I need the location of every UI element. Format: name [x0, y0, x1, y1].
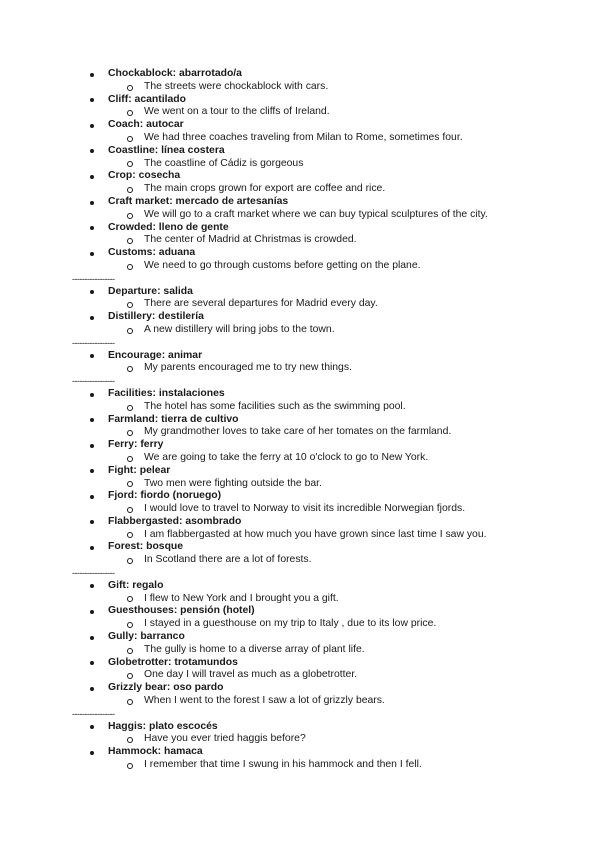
section-separator: -----------------	[72, 376, 115, 387]
example-sentence: In Scotland there are a lot of forests.	[0, 554, 600, 567]
example-sentence: The center of Madrid at Christmas is crowded.	[0, 234, 600, 247]
example-sentence: We went on a tour to the cliffs of Ireland.	[0, 106, 600, 119]
vocab-term: Ferry: ferry	[0, 439, 600, 452]
example-sentence: I would love to travel to Norway to visit its incredible Norwegian fjords.	[0, 503, 600, 516]
example-sentence: I am flabbergasted at how much you have grown since last time I saw you.	[0, 529, 600, 542]
example-sentence: My grandmother loves to take care of her tomates on the farmland.	[0, 426, 600, 439]
vocab-term: Encourage: animar	[0, 350, 600, 363]
section-separator: -----------------	[72, 708, 115, 719]
vocab-term: Flabbergasted: asombrado	[0, 516, 600, 529]
example-sentence: A new distillery will bring jobs to the town.	[0, 324, 600, 337]
vocab-term: Distillery: destilería	[0, 311, 600, 324]
vocab-term: Coastline: línea costera	[0, 145, 600, 158]
example-sentence: When I went to the forest I saw a lot of grizzly bears.	[0, 695, 600, 708]
example-sentence: I remember that time I swung in his hammock and then I fell.	[0, 759, 600, 772]
example-sentence: There are several departures for Madrid every day.	[0, 298, 600, 311]
vocab-term: Globetrotter: trotamundos	[0, 657, 600, 670]
vocab-term: Chockablock: abarrotado/a	[0, 68, 600, 81]
vocab-term: Fight: pelear	[0, 465, 600, 478]
vocab-term: Facilities: instalaciones	[0, 388, 600, 401]
example-sentence: The hotel has some facilities such as the swimming pool.	[0, 401, 600, 414]
example-sentence: The streets were chockablock with cars.	[0, 81, 600, 94]
example-sentence: We are going to take the ferry at 10 o'clock to go to New York.	[0, 452, 600, 465]
example-sentence: One day I will travel as much as a globetrotter.	[0, 669, 600, 682]
vocab-term: Fjord: fiordo (noruego)	[0, 490, 600, 503]
vocab-term: Gully: barranco	[0, 631, 600, 644]
vocab-term: Crowded: lleno de gente	[0, 222, 600, 235]
vocab-term: Coach: autocar	[0, 119, 600, 132]
vocab-term: Guesthouses: pensión (hotel)	[0, 605, 600, 618]
vocab-term: Gift: regalo	[0, 580, 600, 593]
example-sentence: Have you ever tried haggis before?	[0, 733, 600, 746]
vocab-term: Forest: bosque	[0, 541, 600, 554]
vocab-term: Cliff: acantilado	[0, 94, 600, 107]
vocab-term: Crop: cosecha	[0, 170, 600, 183]
example-sentence: Two men were fighting outside the bar.	[0, 478, 600, 491]
vocab-term: Grizzly bear: oso pardo	[0, 682, 600, 695]
vocab-term: Haggis: plato escocés	[0, 721, 600, 734]
vocab-term: Customs: aduana	[0, 247, 600, 260]
example-sentence: My parents encouraged me to try new things.	[0, 362, 600, 375]
example-sentence: The coastline of Cádiz is gorgeous	[0, 158, 600, 171]
vocab-term: Craft market: mercado de artesanías	[0, 196, 600, 209]
section-separator: -----------------	[72, 273, 115, 284]
example-sentence: We need to go through customs before getting on the plane.	[0, 260, 600, 273]
example-sentence: I stayed in a guesthouse on my trip to Italy , due to its low price.	[0, 618, 600, 631]
example-sentence: The main crops grown for export are coffee and rice.	[0, 183, 600, 196]
example-sentence: We will go to a craft market where we can buy typical sculptures of the city.	[0, 209, 600, 222]
section-separator: -----------------	[72, 337, 115, 348]
example-sentence: We had three coaches traveling from Milan to Rome, sometimes four.	[0, 132, 600, 145]
vocab-term: Farmland: tierra de cultivo	[0, 414, 600, 427]
section-separator: -----------------	[72, 568, 115, 579]
example-sentence: The gully is home to a diverse array of plant life.	[0, 644, 600, 657]
example-sentence: I flew to New York and I brought you a gift.	[0, 593, 600, 606]
vocab-term: Hammock: hamaca	[0, 746, 600, 759]
vocab-term: Departure: salida	[0, 286, 600, 299]
vocabulary-document	[0, 68, 600, 772]
